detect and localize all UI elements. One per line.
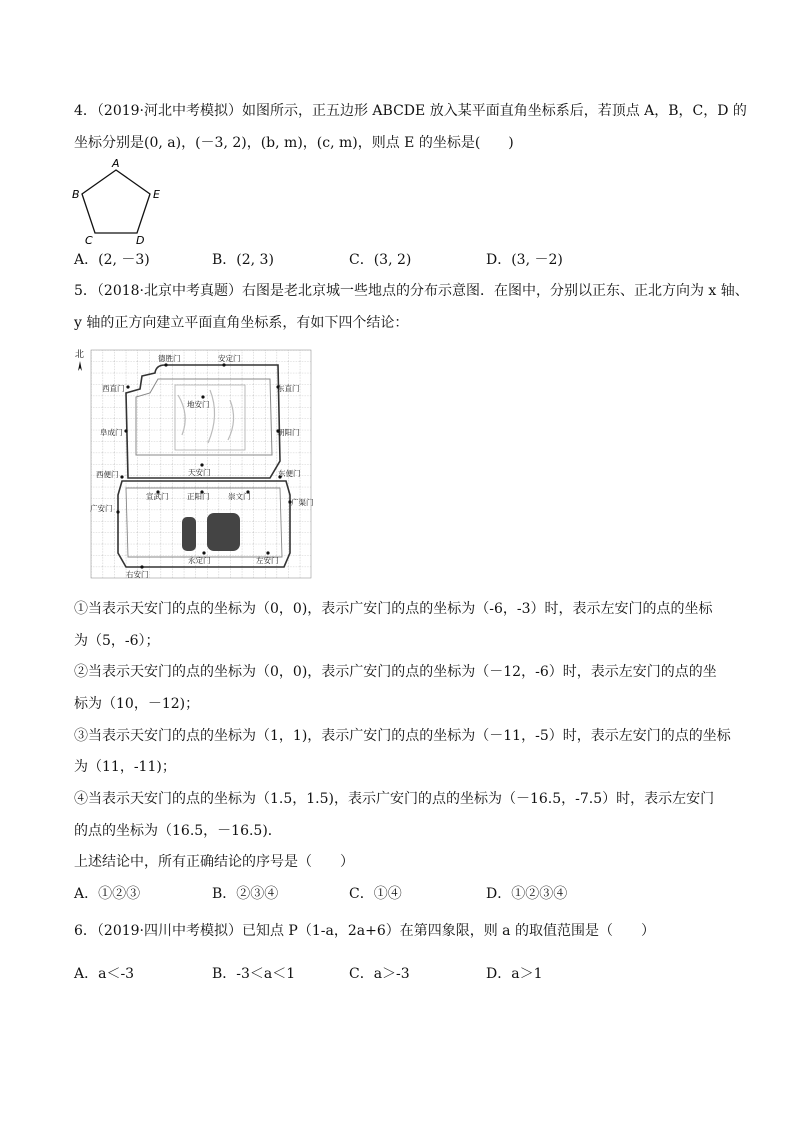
- q5-statement-1b: 为（5，-6）；: [74, 633, 160, 649]
- vertex-label-e: E: [153, 188, 160, 201]
- q5-statement-4a: ④当表示天安门的点的坐标为（1.5，1.5)，表示广安门的点的坐标为（－16.5，-7.5）时，表示左安门: [74, 791, 715, 807]
- vertex-label-b: B: [72, 188, 80, 201]
- map-label-xizhimen: 西直门: [102, 384, 125, 393]
- q4-option-a[interactable]: A．(2, －3): [74, 252, 150, 268]
- q5-statement-2a: ②当表示天安门的点的坐标为（0，0)，表示广安门的点的坐标为（－12，-6）时，表示左安门的点的坐: [74, 664, 717, 680]
- q4-option-b[interactable]: B．(2, 3): [212, 252, 274, 268]
- q5-option-d[interactable]: D．①②③④: [486, 886, 568, 902]
- beijing-map-figure: [70, 345, 320, 585]
- q4-stem-line2: 坐标分别是(0, a)，(－3, 2)，(b, m)，(c, m)，则点 E 的坐标是( ): [74, 135, 514, 151]
- map-label-youanmen: 右安门: [126, 570, 149, 579]
- q5-option-c[interactable]: C．①④: [349, 886, 402, 902]
- map-label-tiananmen: 天安门: [188, 468, 211, 477]
- map-label-guanganmen: 广安门: [90, 504, 113, 513]
- q5-statement-3a: ③当表示天安门的点的坐标为（1，1)，表示广安门的点的坐标为（－11，-5）时，表示左安门的点的坐标: [74, 728, 731, 744]
- q6-stem-line1: 6．（2019·四川中考模拟）已知点 P（1-a，2a+6）在第四象限，则 a 的取值范围是（ ）: [74, 923, 655, 939]
- vertex-label-c: C: [85, 234, 93, 246]
- pentagon-figure: [70, 158, 170, 246]
- q6-option-d[interactable]: D．a＞1: [486, 966, 543, 982]
- map-label-chongwenmen: 崇文门: [228, 492, 251, 501]
- north-label: 北: [75, 350, 85, 360]
- q5-statement-3b: 为（11，-11)；: [74, 759, 176, 775]
- q5-statement-2b: 标为（10，－12)；: [74, 696, 200, 712]
- q5-statement-1a: ①当表示天安门的点的坐标为（0，0)，表示广安门的点的坐标为（-6，-3）时，表示左安门的点的坐标: [74, 601, 713, 617]
- q4-stem-line1: 4．（2019·河北中考模拟）如图所示，正五边形 ABCDE 放入某平面直角坐标系后，若顶点 A，B，C，D 的: [74, 103, 747, 119]
- map-label-yongdingmen: 永定门: [188, 556, 211, 565]
- north-arrow-icon: [78, 361, 82, 371]
- q6-options: [74, 964, 734, 984]
- dark-block-right: [207, 513, 240, 551]
- q5-question: 上述结论中，所有正确结论的序号是（ ）: [74, 854, 354, 870]
- map-label-dongzhimen: 东直门: [277, 384, 300, 393]
- q6-option-c[interactable]: C．a＞-3: [349, 966, 410, 982]
- map-label-andingmen: 安定门: [218, 354, 241, 363]
- pentagon-shape: [82, 170, 150, 233]
- map-label-fuchengmen: 阜成门: [100, 428, 123, 437]
- vertex-label-a: A: [112, 158, 120, 170]
- map-label-zhengyangmen: 正阳门: [187, 492, 210, 501]
- q4-option-c[interactable]: C．(3, 2): [349, 252, 412, 268]
- q5-option-a[interactable]: A．①②③: [74, 886, 141, 902]
- map-label-xuanwumen: 宣武门: [146, 492, 169, 501]
- q6-option-a[interactable]: A．a＜-3: [74, 966, 135, 982]
- map-label-xibianmen: 西便门: [96, 470, 119, 479]
- map-label-dianmen: 地安门: [187, 400, 210, 409]
- map-label-dongbianmen: 东便门: [278, 469, 301, 478]
- vertex-label-d: D: [136, 234, 145, 246]
- q5-statement-4b: 的点的坐标为（16.5，－16.5)．: [74, 823, 282, 839]
- map-label-guangqumen: 广渠门: [291, 498, 314, 507]
- map-label-chaoyangmen: 朝阳门: [277, 428, 300, 437]
- q5-option-b[interactable]: B．②③④: [212, 886, 279, 902]
- q5-options: [74, 884, 734, 904]
- q4-option-d[interactable]: D．(3, －2): [486, 252, 563, 268]
- q5-stem-line1: 5．（2018·北京中考真题）右图是老北京城一些地点的分布示意图．在图中，分别以正东、正北方向为 x 轴、: [74, 283, 749, 299]
- q4-options: [74, 250, 734, 270]
- map-label-zuoanmen: 左安门: [256, 556, 279, 565]
- q6-option-b[interactable]: B．-3＜a＜1: [212, 966, 296, 982]
- dark-block-left: [182, 517, 196, 551]
- q5-stem-line2: y 轴的正方向建立平面直角坐标系，有如下四个结论：: [74, 315, 409, 331]
- map-label-deshengmen: 德胜门: [158, 354, 181, 363]
